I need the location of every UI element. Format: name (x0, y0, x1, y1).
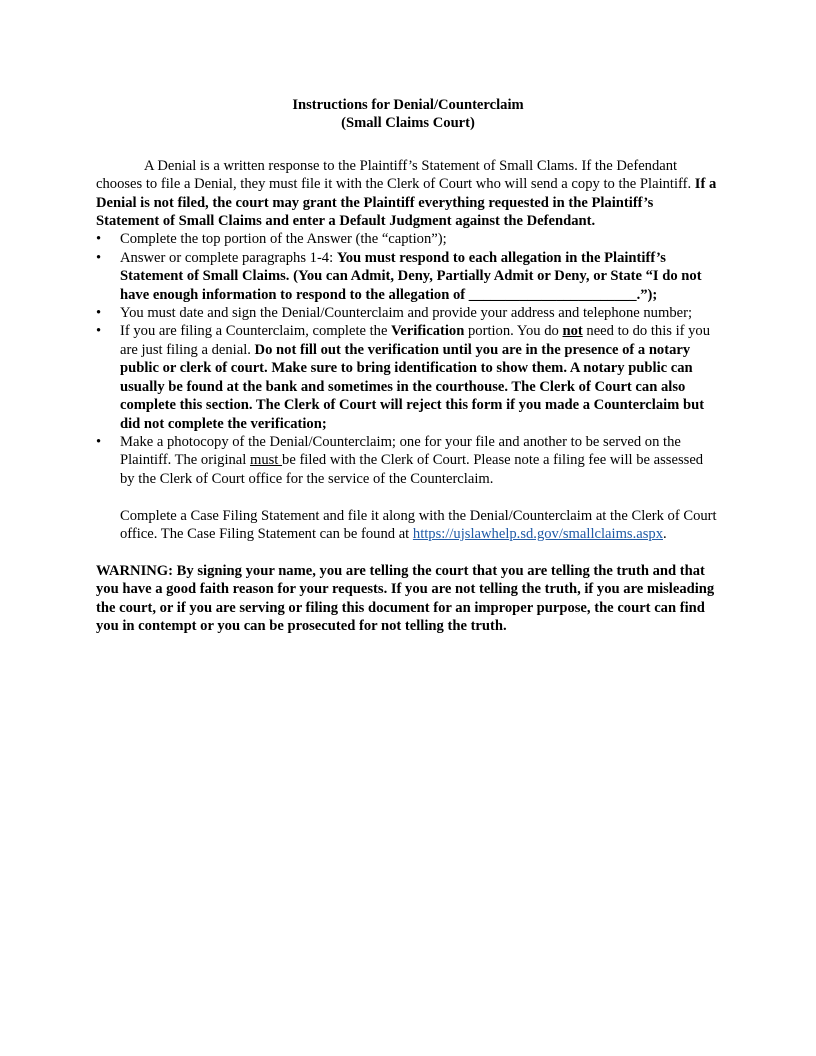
photocopy-must: must (249, 452, 283, 469)
paragraphs-bold-text: You must respond to each allegation in the Plaintiff’s Statement of Small Claims. (You can Admit, Deny, Partially Admit or Deny, or State “I do not have enough information to respond to the allegation of _______________________.”); (120, 249, 702, 303)
photocopy-text-1: Make a photocopy of the Denial/Counterclaim; one for your file and another to be served on the Plaintiff. The original (120, 433, 681, 469)
list-item-verification (96, 322, 720, 432)
bullet-icon: • (96, 305, 102, 322)
warning-text: By signing your name, you are telling the court that you are telling the truth and that you have a good faith reason for your requests. If you are not telling the truth, if you are misleading the court, or if you are serving or filing this document for an improper purpose, the court can find you in contempt or you can be prosecuted for not telling the truth. (96, 562, 715, 634)
bullet-icon: • (96, 231, 102, 248)
bullet-icon: • (96, 433, 102, 450)
verification-not: not (562, 323, 583, 340)
verification-bold-text: Do not fill out the verification until you are in the presence of a notary public or clerk of court. Make sure to bring identification to show them. A notary public can usually be found at the bank and sometimes in the courthouse. The Clerk of Court can also complete this section. The Clerk of Court will reject this form if you made a Counterclaim but did not complete the verification; (120, 341, 705, 432)
intro-text: A Denial is a written response to the Plaintiff’s Statement of Small Clams. If the Defendant chooses to file a Denial, they must file it with the Clerk of Court who will send a copy to the Plaintiff. (96, 157, 695, 193)
sign-text: You must date and sign the Denial/Counterclaim and provide your address and telephone number; (120, 305, 693, 322)
list-item-photocopy (96, 433, 720, 488)
case-filing-text: Complete a Case Filing Statement and file it along with the Denial/Counterclaim at the Clerk of Court office. The Case Filing Statement can be found at (120, 507, 717, 542)
small-claims-link[interactable]: https://ujslawhelp.sd.gov/smallclaims.aspx (412, 525, 663, 542)
document-title (96, 96, 720, 133)
list-item-caption (96, 230, 720, 248)
verification-text-2: portion. You do (464, 323, 563, 340)
verification-label: Verification (391, 323, 465, 340)
intro-bold-text: If a Denial is not filed, the court may grant the Plaintiff everything requested in the Plaintiff’s Statement of Small Claims and enter a Default Judgment against the Defendant. (96, 176, 717, 230)
photocopy-text-2: be filed with the Clerk of Court. Please note a filing fee will be assessed by the Clerk of Court office for the service of the Counterclaim. (120, 452, 704, 487)
case-filing-paragraph (120, 507, 720, 544)
verification-text-3: need to do this if you are just filing a denial. (120, 323, 711, 358)
document-page (96, 96, 720, 650)
title-line-2: (Small Claims Court) (341, 115, 475, 132)
verification-text-1: If you are filing a Counterclaim, complete the (120, 323, 392, 340)
warning-paragraph (96, 562, 720, 636)
intro-paragraph (96, 157, 720, 231)
title-line-1: Instructions for Denial/Counterclaim (292, 97, 524, 113)
case-filing-period: . (663, 525, 667, 542)
warning-label: WARNING: (96, 562, 174, 579)
paragraphs-text: Answer or complete paragraphs 1-4: (120, 249, 337, 266)
caption-text: Complete the top portion of the Answer (the “caption”); (120, 231, 447, 248)
instruction-list (96, 230, 720, 488)
list-item-sign (96, 304, 720, 322)
list-item-paragraphs (96, 249, 720, 304)
bullet-icon: • (96, 249, 102, 266)
bullet-icon: • (96, 323, 102, 340)
